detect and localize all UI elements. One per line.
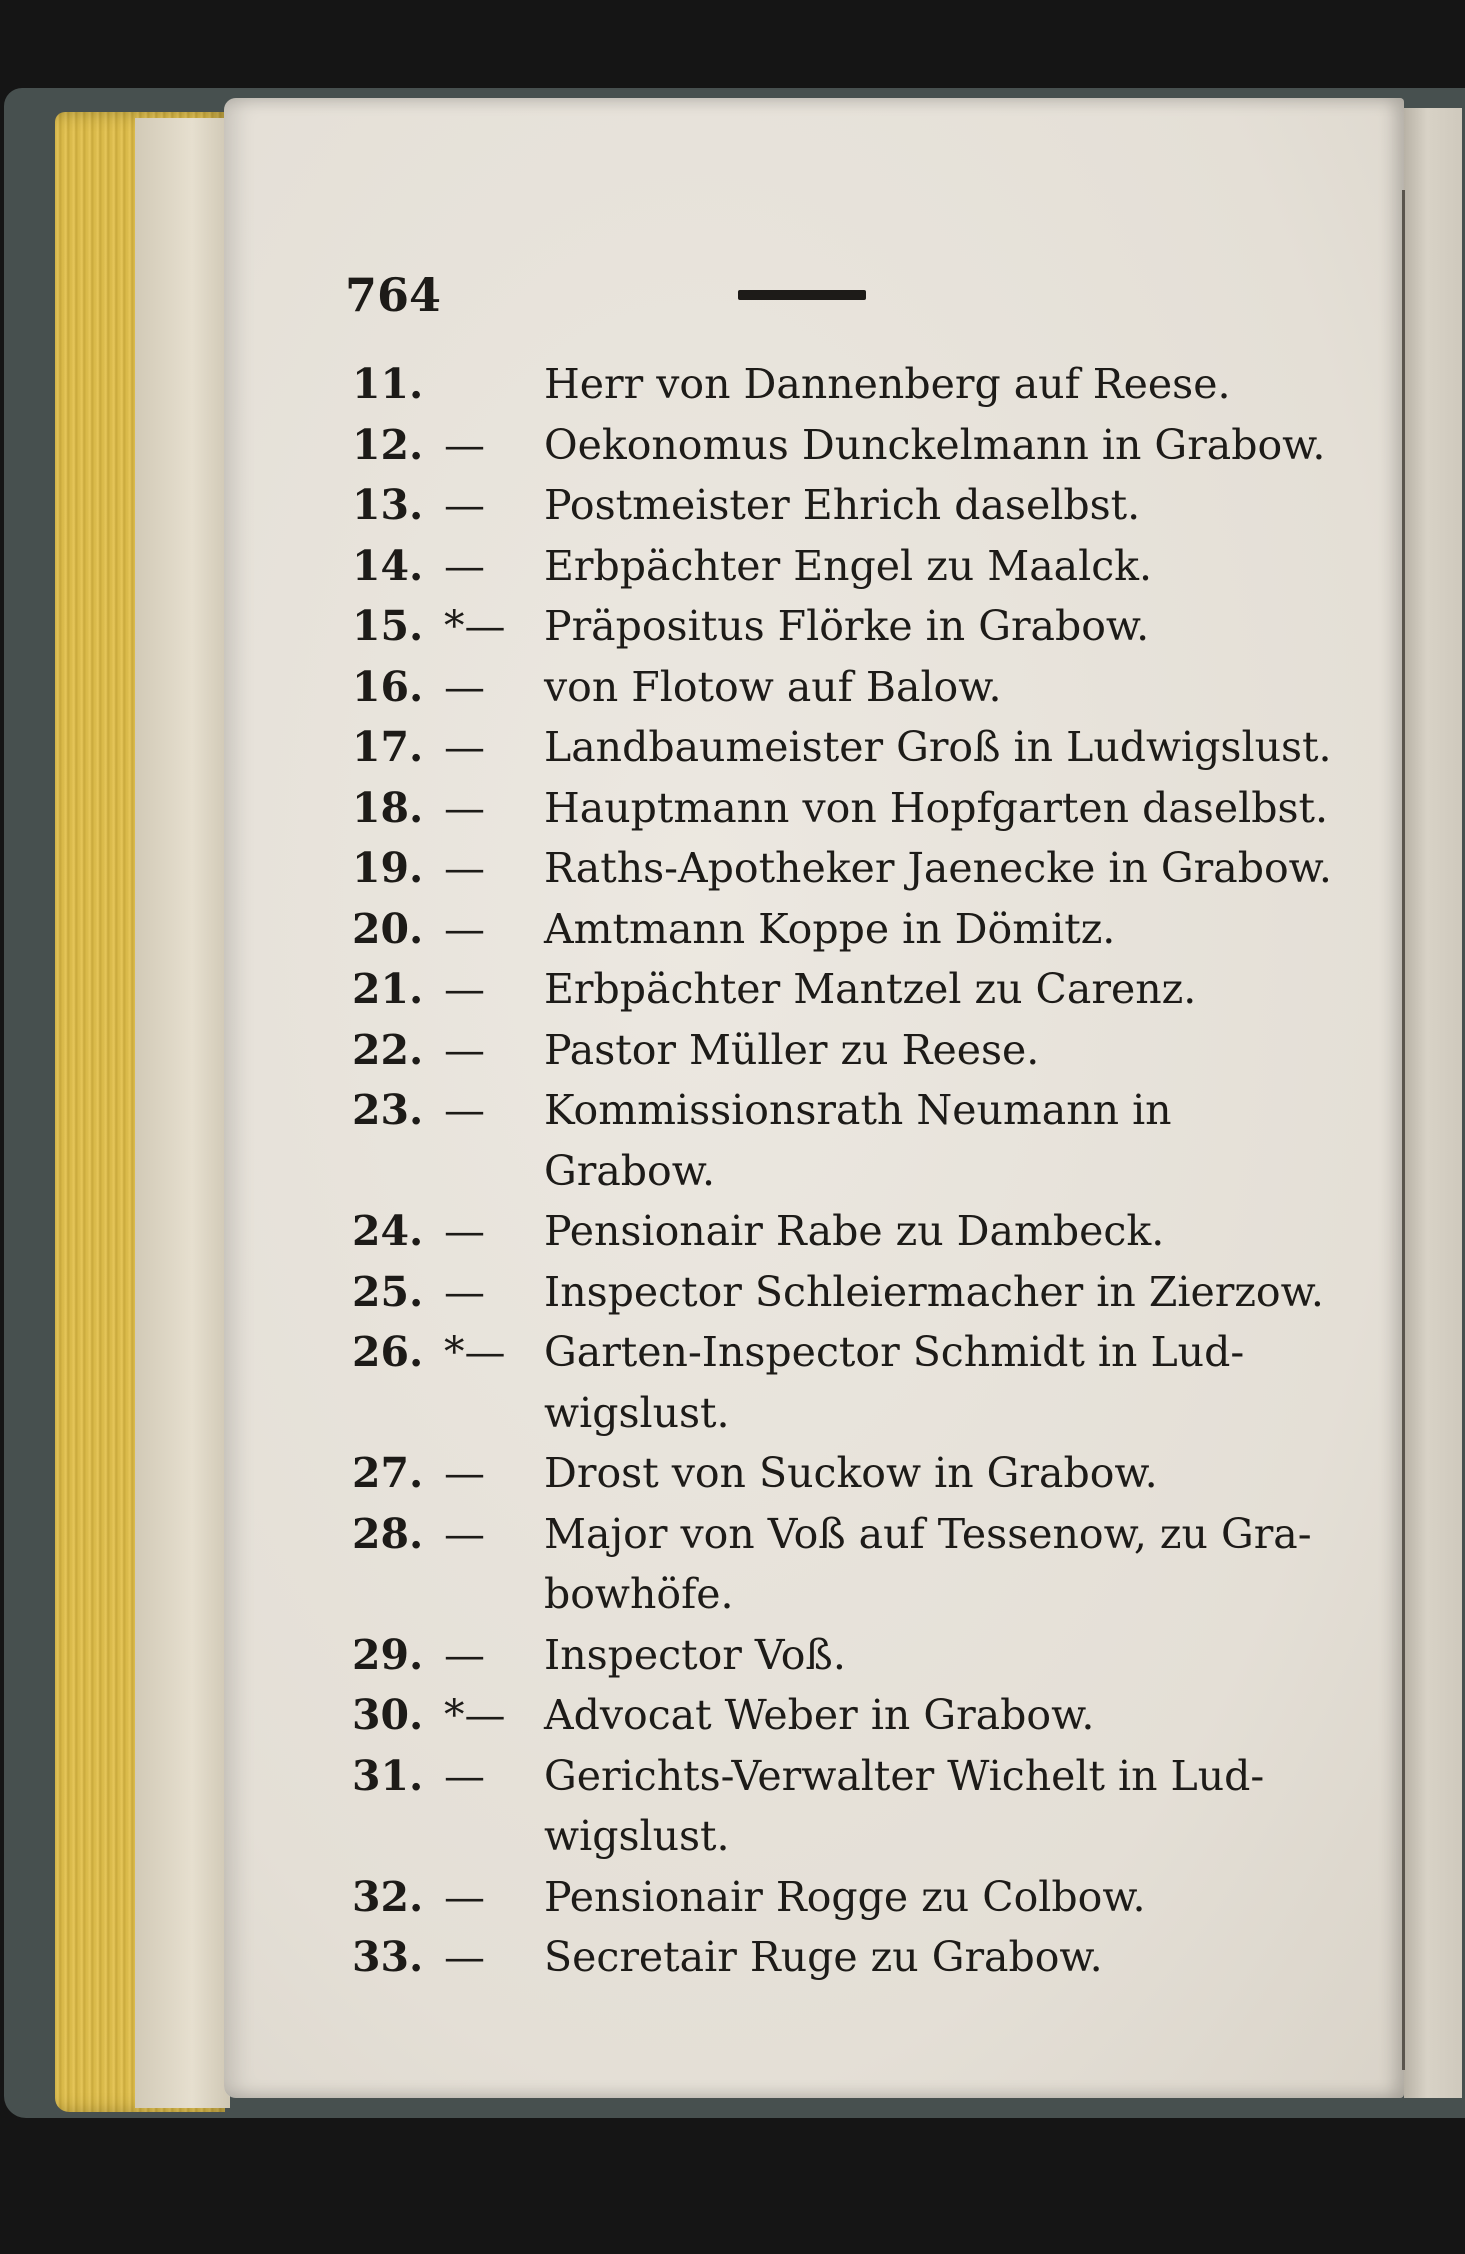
list-item [352,1867,1352,1928]
entry-mark: — [444,1449,485,1497]
entry-text: Oekonomus Dunckelmann in Grabow. [544,420,1326,469]
entry-number: 28. [352,1509,424,1558]
entry-number: 14. [352,541,424,590]
entry-text-block [544,838,1352,899]
entry-continuation: wigslust. [544,1388,730,1437]
entry-mark: — [444,1630,485,1679]
entry-text-block [544,1685,1352,1746]
entry-text-block [544,596,1352,657]
entry-mark: *— [444,602,506,650]
entry-mark: — [444,965,485,1013]
entry-text-block [544,475,1352,536]
entry-text-block [544,1927,1352,1988]
list-item [352,1201,1352,1262]
entry-number: 31. [352,1751,424,1800]
list-item [352,1504,1352,1625]
list-item [352,1685,1352,1746]
entry-number: 22. [352,1025,424,1074]
entry-text: Pensionair Rogge zu Colbow. [544,1872,1146,1921]
entry-list [352,354,1352,1988]
entry-text-block [544,657,1352,718]
entry-text: Inspector Voß. [544,1630,846,1679]
entry-number: 32. [352,1872,424,1921]
entry-number: 26. [352,1328,424,1376]
entry-text-block [544,1201,1352,1262]
entry-number: 23. [352,1086,424,1134]
entry-text-block [544,959,1352,1020]
entry-number: 15. [352,602,424,650]
entry-text: Landbaumeister Groß in Ludwigslust. [544,723,1332,771]
entry-text-block [544,415,1352,476]
entry-number: 12. [352,420,424,469]
entry-mark: — [444,1207,485,1255]
entry-mark: — [444,481,485,529]
entry-number: 11. [352,360,424,408]
entry-number: 18. [352,783,424,832]
list-item [352,959,1352,1020]
list-item [352,1322,1352,1443]
entry-text-block [544,1020,1352,1081]
entry-text: Erbpächter Mantzel zu Carenz. [544,965,1197,1013]
entry-text-block [544,354,1352,415]
list-item [352,1625,1352,1686]
entry-text: Garten-Inspector Schmidt in Lud- [544,1328,1245,1376]
entry-text: von Flotow auf Balow. [544,662,1002,711]
entry-number: 17. [352,723,424,771]
entry-text: Präpositus Flörke in Grabow. [544,602,1150,650]
entry-number: 19. [352,844,424,892]
entry-mark: — [444,420,485,469]
list-item [352,1020,1352,1081]
entry-text-block [544,778,1352,839]
list-item [352,415,1352,476]
list-item [352,536,1352,597]
entry-text: Hauptmann von Hopfgarten daselbst. [544,783,1329,832]
entry-number: 29. [352,1630,424,1679]
entry-continuation: wigslust. [544,1812,730,1860]
list-item [352,1927,1352,1988]
entry-text: Drost von Suckow in Grabow. [544,1449,1158,1497]
list-item [352,838,1352,899]
entry-text-block [544,536,1352,597]
list-item [352,717,1352,778]
entry-text-block [544,1080,1352,1201]
list-item [352,596,1352,657]
entry-number: 24. [352,1207,424,1255]
list-item [352,899,1352,960]
header-rule [738,290,866,300]
list-item [352,475,1352,536]
entry-text-block [544,1443,1352,1504]
entry-text: Kommissionsrath Neumann in Grabow. [544,1086,1172,1195]
entry-number: 30. [352,1691,424,1739]
entry-text-block [544,717,1352,778]
entry-mark: — [444,1086,485,1134]
entry-number: 33. [352,1933,424,1981]
entry-text-block [544,1625,1352,1686]
entry-mark: — [444,783,485,832]
entry-mark: — [444,541,485,590]
entry-text: Amtmann Koppe in Dömitz. [544,904,1116,953]
entry-text-block [544,1262,1352,1323]
entry-continuation: bowhöfe. [544,1570,734,1618]
entry-text: Advocat Weber in Grabow. [544,1691,1095,1739]
entry-text: Herr von Dannenberg auf Reese. [544,360,1231,408]
entry-mark: *— [444,1691,506,1739]
list-item [352,1080,1352,1201]
entry-number: 25. [352,1267,424,1316]
entry-text-block [544,1504,1352,1625]
page-stack [135,118,230,2108]
next-page-edge [1404,108,1462,2098]
entry-text-block [544,899,1352,960]
entry-text-block [544,1322,1352,1443]
entry-text: Major von Voß auf Tessenow, zu Gra- [544,1509,1312,1558]
entry-mark: — [444,1267,485,1316]
entry-text: Inspector Schleiermacher in Zierzow. [544,1267,1324,1316]
entry-number: 16. [352,662,424,711]
page-number: 764 [345,268,442,322]
entry-mark: — [444,723,485,771]
entry-mark: — [444,1025,485,1074]
entry-number: 27. [352,1449,424,1497]
entry-text: Gerichts-Verwalter Wichelt in Lud- [544,1751,1265,1800]
entry-text: Secretair Ruge zu Grabow. [544,1933,1103,1981]
list-item [352,354,1352,415]
entry-text-block [544,1746,1352,1867]
list-item [352,1746,1352,1867]
gutter-line [1402,190,1405,2070]
entry-text-block [544,1867,1352,1928]
entry-number: 21. [352,965,424,1013]
list-item [352,778,1352,839]
entry-text: Postmeister Ehrich daselbst. [544,481,1141,529]
entry-mark: *— [444,1328,506,1376]
list-item [352,1262,1352,1323]
entry-mark: — [444,904,485,953]
entry-mark: — [444,1933,485,1981]
list-item [352,657,1352,718]
entry-mark: — [444,1509,485,1558]
list-item [352,1443,1352,1504]
entry-mark: — [444,1751,485,1800]
entry-text: Pastor Müller zu Reese. [544,1025,1040,1074]
entry-number: 13. [352,481,424,529]
entry-text: Pensionair Rabe zu Dambeck. [544,1207,1165,1255]
entry-mark: — [444,1872,485,1921]
entry-number: 20. [352,904,424,953]
entry-mark: — [444,662,485,711]
entry-text: Raths-Apotheker Jaenecke in Grabow. [544,844,1332,892]
entry-mark: — [444,844,485,892]
entry-text: Erbpächter Engel zu Maalck. [544,541,1153,590]
